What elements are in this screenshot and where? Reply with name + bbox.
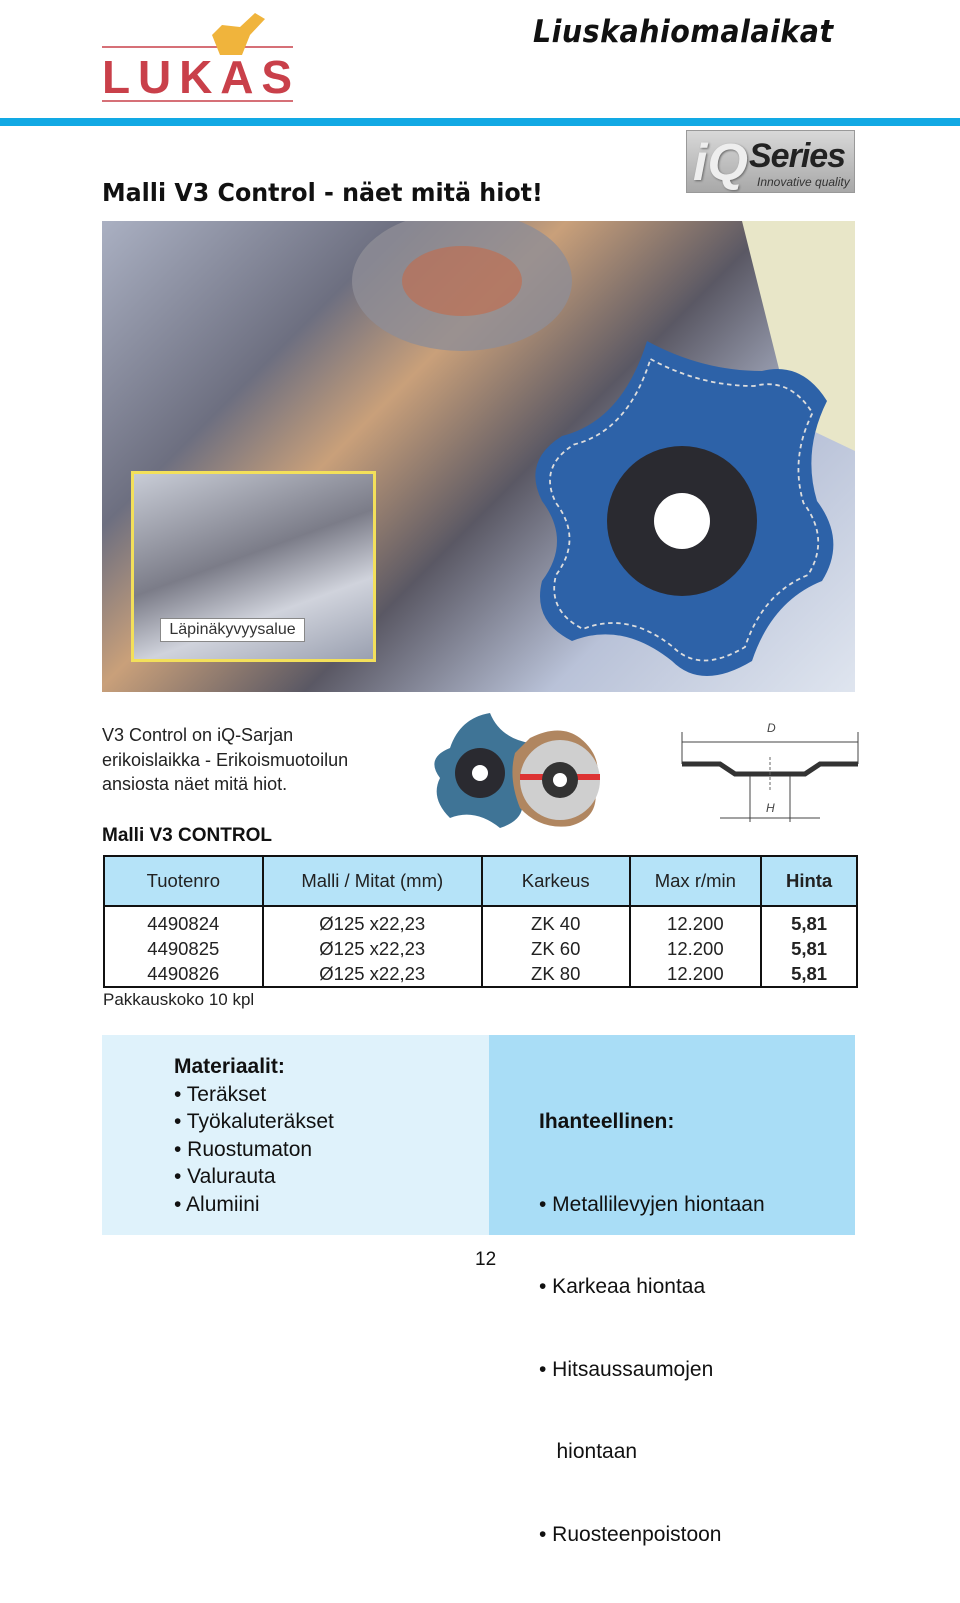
cell: 5,81 xyxy=(761,962,857,988)
intro-line: V3 Control on iQ-Sarjan xyxy=(102,725,294,745)
cell: ZK 80 xyxy=(482,962,630,988)
list-item: • Työkaluteräkset xyxy=(174,1110,334,1133)
svg-text:LUKAS: LUKAS xyxy=(102,51,292,103)
cell: ZK 60 xyxy=(482,936,630,962)
cell: Ø125 x22,23 xyxy=(263,936,482,962)
list-item: • Ruosteenpoistoon xyxy=(539,1522,722,1546)
intro-line: erikoislaikka - Erikoismuotoilun xyxy=(102,749,349,770)
ideal-use-box xyxy=(489,1035,855,1546)
list-item: • Hitsaussaumojen xyxy=(539,1357,714,1381)
materials-heading: Materiaalit: xyxy=(174,1055,285,1078)
header-max-rpm: Max r/min xyxy=(630,856,762,906)
dimension-diagram xyxy=(680,712,860,832)
header-hinta: Hinta xyxy=(761,856,857,906)
header-malli: Malli / Mitat (mm) xyxy=(263,856,482,906)
cell: 12.200 xyxy=(630,962,762,988)
pack-size: Pakkauskoko 10 kpl xyxy=(103,990,255,1009)
table-row xyxy=(104,962,857,988)
iq-series-logo xyxy=(686,130,855,193)
cell: 5,81 xyxy=(761,936,857,962)
lukas-logo xyxy=(100,5,295,105)
intro-line: ansiosta näet mitä hiot. xyxy=(102,774,288,794)
table-row xyxy=(104,936,857,962)
iq-tagline: Innovative quality xyxy=(757,175,850,189)
cell: 4490824 xyxy=(104,906,263,936)
page-number: 12 xyxy=(475,1249,497,1270)
cell: ZK 40 xyxy=(482,906,630,936)
list-item: • Teräkset xyxy=(174,1082,267,1106)
model-heading: Malli V3 CONTROL xyxy=(102,825,272,846)
list-item: • Ruostumaton xyxy=(174,1137,313,1161)
ideal-heading: Ihanteellinen: xyxy=(539,1110,675,1133)
list-item: • Valurauta xyxy=(174,1165,276,1188)
intro-text xyxy=(102,723,348,797)
materials-box xyxy=(102,1035,489,1235)
list-item: • Metallilevyjen hiontaan xyxy=(539,1192,765,1216)
list-item: hiontaan xyxy=(539,1440,638,1463)
diameter-label: D xyxy=(767,721,776,735)
table-row xyxy=(104,906,857,936)
iq-mark: iQ xyxy=(693,134,748,192)
product-discs-image xyxy=(420,708,605,833)
list-item: • Alumiini xyxy=(174,1192,260,1216)
header-divider xyxy=(0,118,960,126)
list-item: • Karkeaa hiontaa xyxy=(539,1275,706,1298)
hole-label: H xyxy=(766,801,775,815)
section-title: Malli V3 Control - näet mitä hiot! xyxy=(102,178,543,207)
page-title: Liuskahiomalaikat xyxy=(533,14,834,50)
product-table xyxy=(103,855,858,988)
cell: 4490825 xyxy=(104,936,263,962)
cell: Ø125 x22,23 xyxy=(263,962,482,988)
cell: 12.200 xyxy=(630,936,762,962)
cell: 5,81 xyxy=(761,906,857,936)
cell: 4490826 xyxy=(104,962,263,988)
header-tuotenro: Tuotenro xyxy=(104,856,263,906)
iq-series-text: Series xyxy=(749,137,846,175)
cell: Ø125 x22,23 xyxy=(263,906,482,936)
inset-label: Läpinäkyvyysalue xyxy=(160,618,305,642)
cell: 12.200 xyxy=(630,906,762,936)
header-karkeus: Karkeus xyxy=(482,856,630,906)
